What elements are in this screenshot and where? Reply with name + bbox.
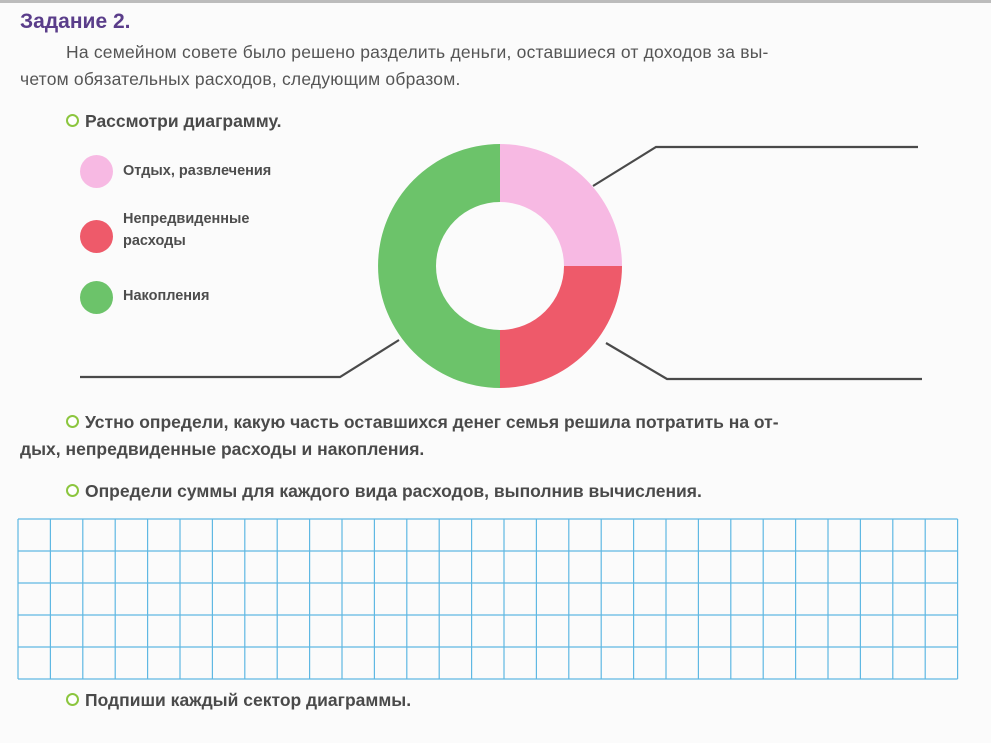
chart-slice-1	[500, 144, 622, 266]
answer-grid[interactable]	[17, 518, 960, 682]
step-label-sectors-text: Подпиши каждый сектор диаграммы.	[85, 690, 412, 710]
step-oral-line-2: дых, непредвиденные расходы и накопления.	[20, 439, 425, 459]
legend-label-unexpected-line1: Непредвиденные	[123, 211, 250, 227]
step-oral-line-1: Устно определи, какую часть оставшихся денег семья решила потратить на от-	[85, 412, 779, 432]
chart-slice-2	[500, 266, 622, 388]
intro-line-2: четом обязательных расходов, следующим образом.	[20, 69, 461, 89]
legend-label-leisure: Отдых, развлечения	[123, 163, 272, 179]
step-oral	[20, 409, 986, 463]
bullet-icon	[66, 415, 79, 428]
label-line-bottom-left	[80, 340, 399, 377]
step-calculate	[66, 481, 702, 502]
label-line-bottom-right	[606, 343, 922, 379]
legend-label-savings: Накопления	[123, 288, 210, 304]
bullet-icon	[66, 693, 79, 706]
chart-slices	[378, 144, 622, 388]
bullet-icon	[66, 484, 79, 497]
intro-line-1: На семейном совете было решено разделить деньги, оставшиеся от доходов за вы-	[66, 42, 769, 62]
legend-label-unexpected-line2: расходы	[123, 233, 186, 249]
chart-slice-3	[378, 144, 500, 388]
label-line-top-right	[593, 147, 918, 186]
step-label-sectors	[66, 690, 411, 711]
task-title: Задание 2.	[20, 10, 131, 33]
step-calculate-text: Определи суммы для каждого вида расходов, выполнив вычисления.	[85, 481, 702, 501]
step-view-chart-text: Рассмотри диаграмму.	[85, 111, 282, 131]
